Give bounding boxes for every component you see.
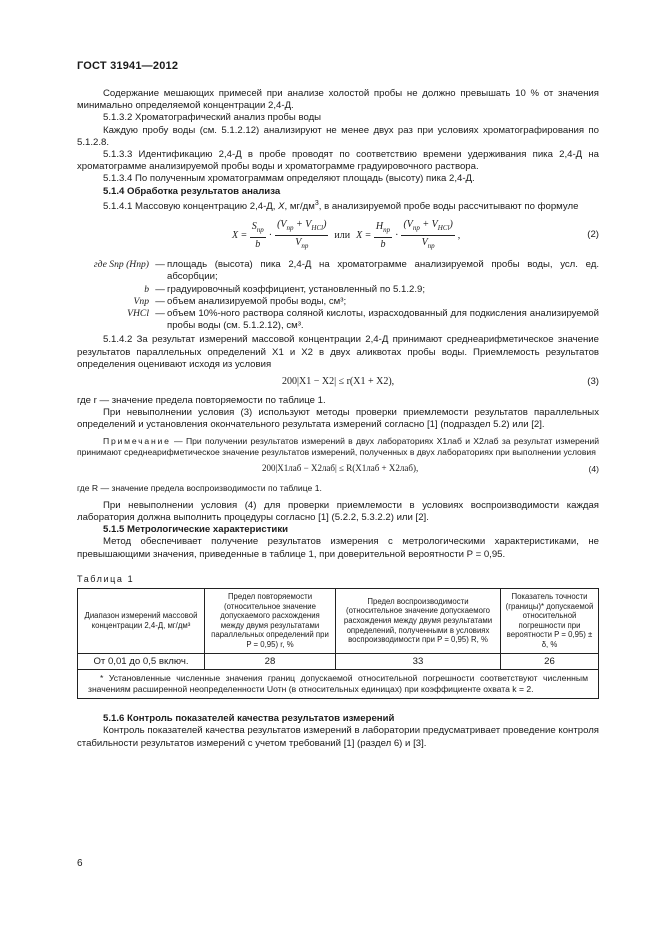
where-description: градуировочный коэффициент, установленный по 5.1.2.9; (167, 283, 426, 295)
table-cell: 28 (205, 653, 336, 670)
formula-2: X = $\frac{S_{пр}}{b}$ · $\frac{(V_{пр} + V_{HCl})}{V_{пр}}$ или X = $\frac{H_{пр}}{b}$ · $\frac{(V_{пр} + V_{HCl})}{V_{пр}}$ , (2) (232, 219, 599, 251)
paragraph: 5.1.3.3 Идентификацию 2,4-Д в пробе проводят по соответствию времени удерживания пика 2,4-Д на хроматограмме анализируемой пробы воды и хроматограмме градуировочного раствора. (77, 149, 599, 173)
formula-number: (4) (588, 463, 599, 474)
section-heading-5-1-5: 5.1.5 Метрологические характеристики (103, 524, 289, 536)
table-header-cell: Показатель точности (границы)* допускаемой относительной погрешности при вероятности P = 0,95) ± δ, % (501, 589, 599, 654)
where-symbol: b (144, 283, 149, 295)
where-symbol: Vпр (133, 295, 149, 307)
where-description: площадь (высота) пика 2,4-Д на хроматограмме анализируемой пробы воды, усл. ед. абсорбции; (167, 259, 599, 283)
table-cell: 26 (501, 653, 599, 670)
paragraph: При невыполнении условия (3) используют методы проверки приемлемости результатов параллельных определений и установления окончательного результата измерений согласно [1] (подраздел 5.2) или [2]. (77, 407, 599, 431)
paragraph: 5.1.3.4 По полученным хроматограммам определяют площадь (высоту) пика 2,4-Д. (103, 173, 475, 185)
paragraph: Каждую пробу воды (см. 5.1.2.12) анализируют не менее двух раз при условиях хроматографирования по 5.1.2.8. (77, 124, 599, 148)
formula-number: (3) (587, 376, 599, 388)
note (77, 436, 599, 458)
document-header: ГОСТ 31941—2012 (77, 60, 179, 72)
note-label: Примечание (103, 435, 171, 446)
formula-number: (2) (587, 229, 599, 241)
paragraph: Контроль показателей качества результатов измерений в лаборатории предусматривает проведение контроля стабильности результатов измерений с учетом требований [1] (раздел 6) и [3]. (77, 725, 599, 749)
table-header-row (78, 589, 599, 654)
table-row (78, 653, 599, 670)
table-caption: Таблица 1 (77, 573, 135, 584)
section-heading-5-1-6: 5.1.6 Контроль показателей качества результатов измерений (103, 713, 395, 725)
table-cell: 33 (336, 653, 501, 670)
paragraph: 5.1.4.2 За результат измерений массовой концентрации 2,4-Д принимают среднеарифметическое значение результатов параллельных определений X1 и X2 в двух аликвотах пробы воды. Приемлемость результатов определения оценивают исходя из условия (77, 334, 599, 370)
page-body (77, 88, 599, 750)
table-header-cell: Предел повторяемости (относительное значение допускаемого расхождения между двумя результатами параллельных определений при P = 0,95) r, % (205, 589, 336, 654)
table-footnote-row (78, 670, 599, 699)
table-1 (77, 588, 599, 699)
where-description: объем 10%-ного раствора соляной кислоты, израсходованный для подкисления анализируемой пробы воды (см. 5.1.2.12), см³. (167, 308, 599, 332)
paragraph: Содержание мешающих примесей при анализе холостой пробы не должно превышать 10 % от значения минимально определяемой концентрации 2,4-Д. (77, 88, 599, 112)
formula-4: 200|X1лаб − X2лаб| ≤ R(X1лаб + X2лаб), (4) (262, 462, 599, 474)
table-header-cell: Предел воспроизводимости (относительное значение допускаемого расхождения между двумя результатами определений, полученными в условиях воспроизводимости при P = 0,95) R, % (336, 589, 501, 654)
table-header-cell: Диапазон измерений массовой концентрации 2,4-Д, мг/дм³ (78, 589, 205, 654)
where-description: объем анализируемой пробы воды, см³; (167, 295, 347, 307)
page-number: 6 (77, 858, 83, 869)
paragraph: где R — значение предела воспроизводимости по таблице 1. (77, 482, 322, 493)
paragraph: 5.1.3.2 Хроматографический анализ пробы воды (103, 112, 322, 124)
where-symbol: где Sпр (Hпр) (93, 259, 149, 271)
where-list: где Sпр (Hпр) — площадь (высота) пика 2,4-Д на хроматограмме анализируемой пробы воды, усл. ед. абсорбции; b — градуировочный коэффициент, установленный по 5.1.2.9; Vпр — объем анализируемой пробы воды, см³; VHCl — объем 10%-ного раствора соляной кислоты, израсходованный для подкисления анализируемой пробы воды (см. 5.1.2.12), см³. (77, 259, 599, 332)
where-symbol: VHCl (127, 308, 149, 320)
note-text: — При получении результатов измерений в двух лабораториях X1лаб и X2лаб за результат измерений принимают среднеарифметическое значение результатов измерений, полученных в двух лабораториях при выполнении условия (77, 435, 599, 457)
paragraph: Метод обеспечивает получение результатов измерения с метрологическими характеристиками, не превышающими значения, приведенные в таблице 1, при доверительной вероятности P = 0,95. (77, 536, 599, 560)
table-footnote: * Установленные численные значения границ допускаемой относительной погрешности соответствуют численным значениям расширенной неопределенности Uотн (в относительных единицах) при коэффициенте охвата k = 2. (78, 670, 599, 699)
section-heading-5-1-4: 5.1.4 Обработка результатов анализа (103, 185, 281, 197)
formula-3: 200|X1 − X2| ≤ r(X1 + X2), (3) (282, 376, 599, 388)
table-cell: От 0,01 до 0,5 включ. (78, 653, 205, 670)
paragraph: где r — значение предела повторяемости по таблице 1. (77, 395, 326, 407)
paragraph: 5.1.4.1 Массовую концентрацию 2,4-Д, X, $мг/дм^3$, в анализируемой пробе воды рассчитывают по формуле (103, 199, 579, 213)
paragraph: При невыполнении условия (4) для проверки приемлемости в условиях воспроизводимости каждая лаборатория должна выполнить процедуры согласно [1] (5.2.2, 5.3.2.2) или [2]. (77, 499, 599, 524)
